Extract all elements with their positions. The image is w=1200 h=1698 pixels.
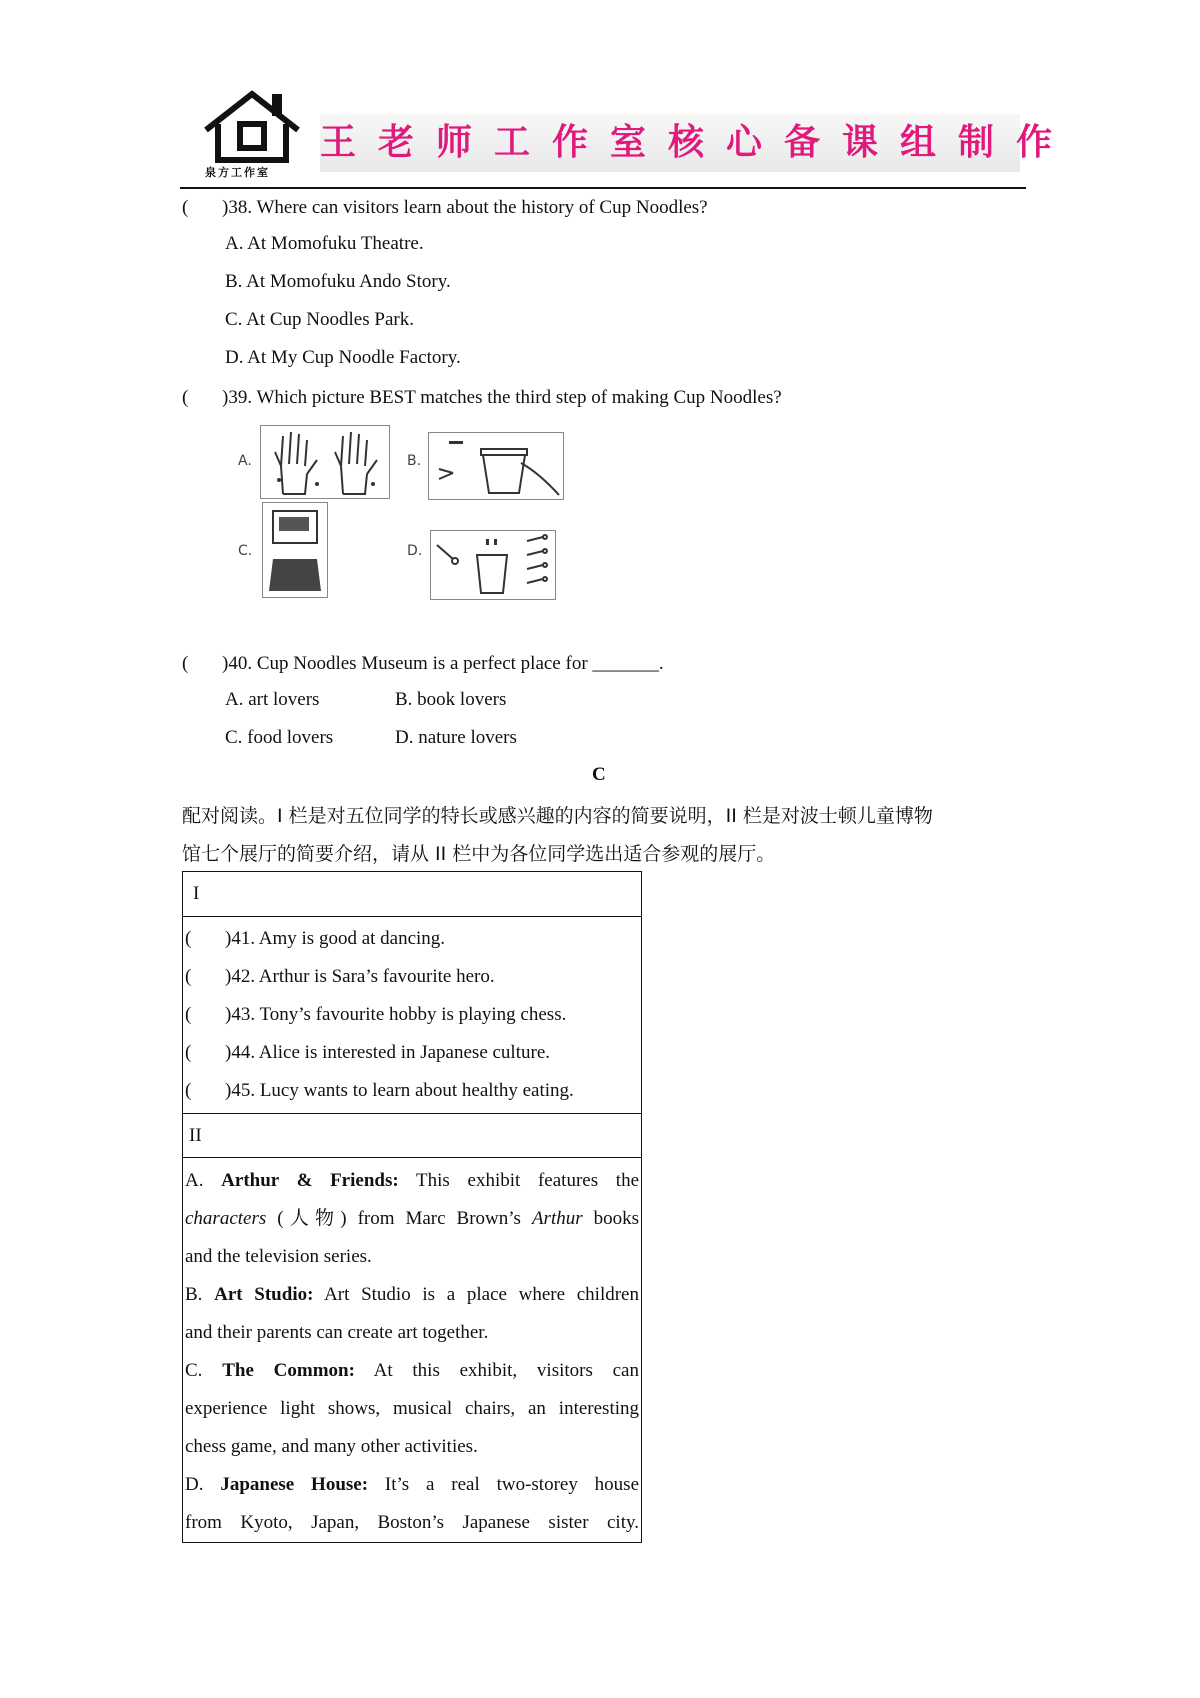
question-40 bbox=[182, 652, 664, 676]
matching-table bbox=[182, 871, 642, 1543]
exhibit-c: C. The Common: At this exhibit, visitors can bbox=[185, 1360, 639, 1381]
picture-label-d: D. bbox=[407, 543, 423, 559]
answer-paren: ( bbox=[182, 653, 189, 674]
question-stem: )38. Where can visitors learn about the history of Cup Noodles? bbox=[222, 197, 708, 218]
option-c: C. At Cup Noodles Park. bbox=[225, 309, 414, 330]
exhibit-b: B. Art Studio: Art Studio is a place where children bbox=[185, 1284, 639, 1305]
exhibit-d: D. Japanese House: It’s a real two-storey house bbox=[185, 1474, 640, 1495]
instructions-line-2: 馆七个展厅的简要介绍，请从 II 栏中为各位同学选出适合参观的展厅。 bbox=[182, 843, 776, 865]
table-row: ( )43. Tony’s favourite hobby is playing chess. bbox=[185, 1004, 567, 1025]
logo-caption: 泉方工作室 bbox=[205, 166, 270, 179]
picture-label-a: A. bbox=[238, 453, 252, 469]
picture-label-c: C. bbox=[238, 543, 253, 559]
question-stem: )40. Cup Noodles Museum is a perfect place for _______. bbox=[222, 653, 664, 674]
page-header bbox=[180, 78, 1075, 188]
table-divider bbox=[183, 916, 641, 917]
option-a: A. art lovers bbox=[225, 689, 320, 710]
table-row: ( )45. Lucy wants to learn about healthy eating. bbox=[185, 1080, 574, 1101]
option-d: D. nature lovers bbox=[395, 727, 517, 748]
column-i-header: I bbox=[193, 883, 200, 904]
question-stem: )39. Which picture BEST matches the third step of making Cup Noodles? bbox=[222, 387, 782, 408]
question-38 bbox=[182, 196, 708, 220]
picture-b-cup-lid bbox=[428, 432, 564, 500]
table-divider bbox=[183, 1113, 641, 1114]
header-banner: 王老师工作室核心备课组制作 bbox=[320, 114, 1020, 172]
house-logo-icon bbox=[200, 88, 304, 168]
exhibit-a-line-3: and the television series. bbox=[185, 1246, 372, 1267]
option-d: D. At My Cup Noodle Factory. bbox=[225, 347, 461, 368]
question-39 bbox=[182, 386, 782, 410]
option-a: A. At Momofuku Theatre. bbox=[225, 233, 424, 254]
option-c: C. food lovers bbox=[225, 727, 334, 748]
exhibit-c-line-2: experience light shows, musical chairs, an interesting bbox=[185, 1398, 639, 1419]
section-title: C bbox=[592, 764, 606, 785]
answer-paren: ( bbox=[182, 387, 189, 408]
exhibit-d-line-2: from Kyoto, Japan, Boston’s Japanese sister city. bbox=[185, 1512, 639, 1533]
picture-d-cup-spoons bbox=[430, 530, 556, 600]
table-divider bbox=[183, 1157, 641, 1158]
exhibit-b-line-2: and their parents can create art together. bbox=[185, 1322, 489, 1343]
exhibit-a: A. Arthur & Friends: This exhibit features the bbox=[185, 1170, 639, 1191]
option-b: B. book lovers bbox=[395, 689, 507, 710]
header-rule bbox=[180, 187, 1026, 189]
exhibit-a-line-2: characters (人物) from Marc Brown’s Arthur books bbox=[185, 1208, 640, 1229]
table-row: ( )44. Alice is interested in Japanese culture. bbox=[185, 1042, 551, 1063]
table-row: ( )42. Arthur is Sara’s favourite hero. bbox=[185, 966, 495, 987]
instructions-line-1: 配对阅读。I 栏是对五位同学的特长或感兴趣的内容的简要说明，II 栏是对波士顿儿童博物 bbox=[182, 805, 933, 827]
picture-label-b: B. bbox=[407, 453, 422, 469]
exhibit-c-line-3: chess game, and many other activities. bbox=[185, 1436, 478, 1457]
picture-c-packaging bbox=[262, 502, 328, 598]
picture-a-hands bbox=[260, 425, 390, 499]
answer-paren: ( bbox=[182, 197, 189, 218]
column-ii-header: II bbox=[189, 1125, 202, 1146]
option-b: B. At Momofuku Ando Story. bbox=[225, 271, 451, 292]
table-row: ( )41. Amy is good at dancing. bbox=[185, 928, 446, 949]
